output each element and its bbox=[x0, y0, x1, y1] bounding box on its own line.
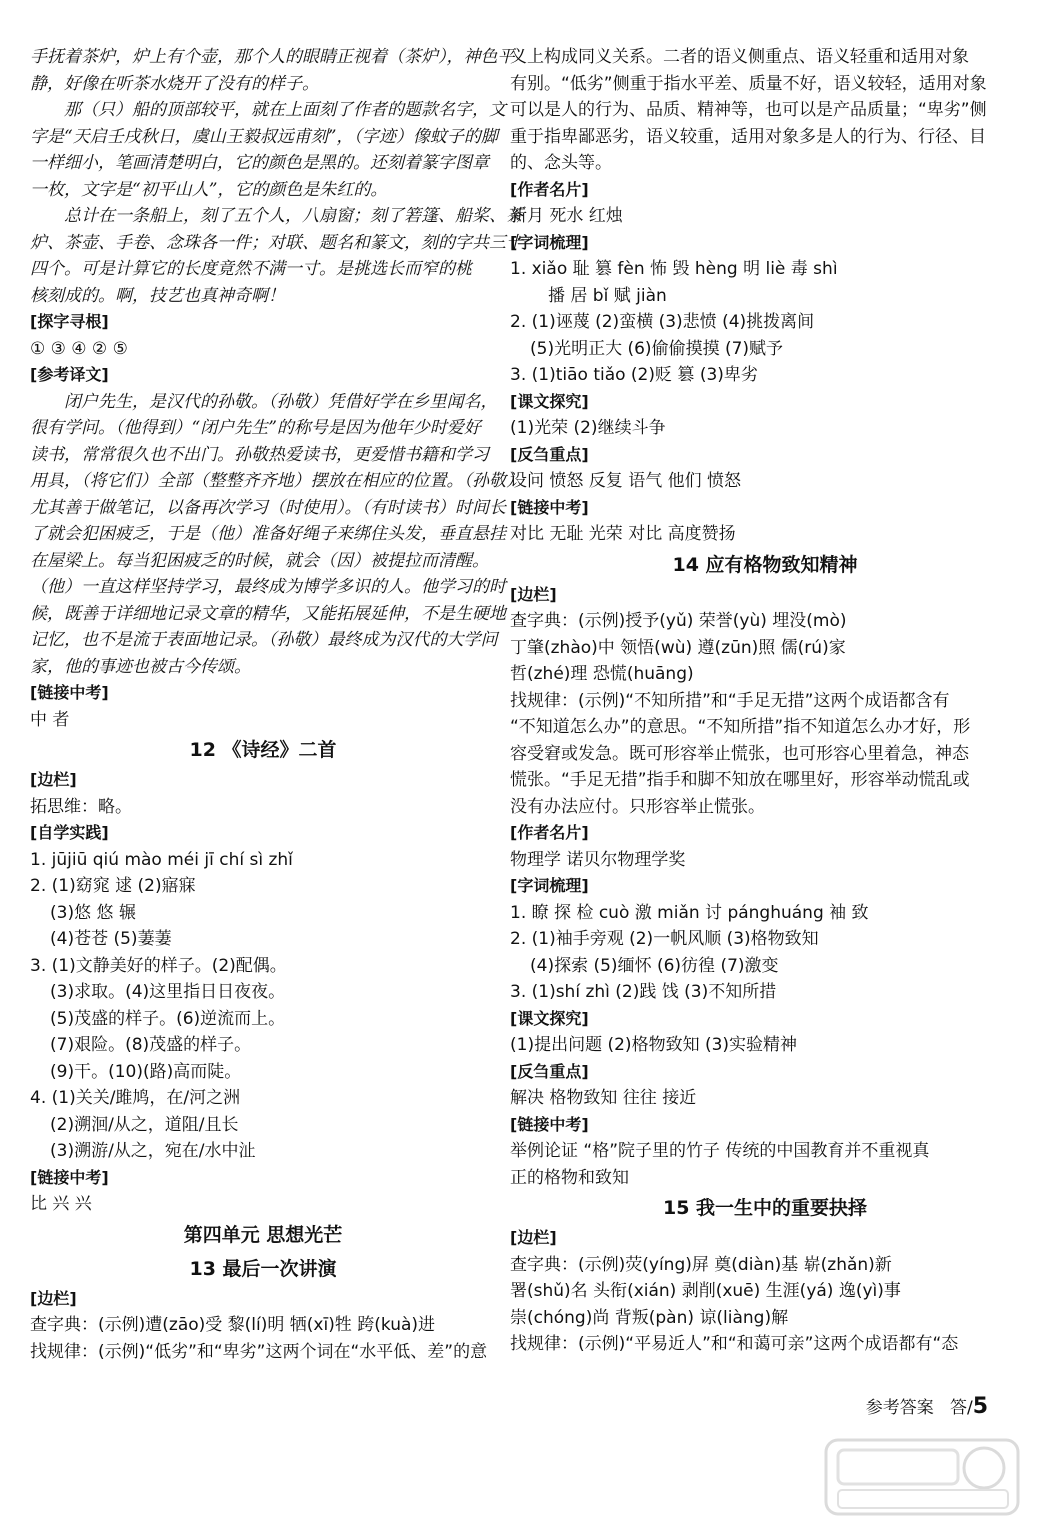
left-text-line: 1. jūjiū qiú mào méi jī chí sì zhǐ bbox=[30, 849, 293, 870]
right-text-line: (1)光荣 (2)继续斗争 bbox=[510, 418, 666, 438]
right-text-line: 解决 格物致知 往往 接近 bbox=[510, 1088, 697, 1108]
left-text-line: (7)艰险。(8)茂盛的样子。 bbox=[50, 1035, 252, 1055]
left-text-line: 一枚，文字是“初平山人”，它的颜色是朱红的。 bbox=[30, 179, 388, 200]
left-text-line: 比 兴 兴 bbox=[30, 1194, 92, 1214]
footer-label: 参考答案 bbox=[865, 1398, 934, 1418]
right-text-line: 正的格物和致知 bbox=[510, 1167, 629, 1188]
left-section-tag: [链接中考] bbox=[30, 1167, 109, 1187]
right-lesson-title: 15 我一生中的重要抉择 bbox=[662, 1197, 868, 1219]
left-text-line: 查字典：(示例)遭(zāo)受 黎(lí)明 牺(xī)牲 跨(kuà)进 bbox=[30, 1315, 436, 1335]
left-text-line: 四个。可是计算它的长度竟然不满一寸。是挑选长而窄的桃 bbox=[30, 259, 472, 279]
right-text-line: 没有办法应付。只形容举止慌张。 bbox=[510, 796, 765, 817]
left-text-line: 3. (1)文静美好的样子。(2)配偶。 bbox=[30, 955, 287, 976]
right-text-line: 署(shǔ)名 头衔(xián) 剥削(xuē) 生涯(yá) 逸(yì)事 bbox=[510, 1281, 901, 1301]
left-text-line: 家，他的事迹也被古今传颂。 bbox=[30, 656, 251, 677]
right-text-line: 丁肇(zhào)中 领悟(wù) 遵(zūn)照 儒(rú)家 bbox=[510, 637, 846, 658]
right-text-line: 查字典：(示例)授予(yǔ) 荣誉(yù) 埋没(mò) bbox=[510, 611, 847, 631]
left-text-line: 核刻成的。啊，技艺也真神奇啊！ bbox=[30, 285, 285, 306]
right-text-line: 有别。“低劣”侧重于指水平差、质量不好，语义较轻，适用对象 bbox=[510, 73, 987, 94]
right-text-line: 义上构成同义关系。二者的语义侧重点、语义轻重和适用对象 bbox=[510, 47, 969, 67]
right-text-line: 对比 无耻 光荣 对比 高度赞扬 bbox=[510, 524, 736, 544]
page-footer bbox=[866, 1393, 988, 1419]
right-section-tag: [课文探究] bbox=[510, 1008, 589, 1028]
left-text-line: (9)干。(10)(路)高而陡。 bbox=[50, 1061, 242, 1082]
left-lesson-title: 第四单元 思想光芒 bbox=[183, 1223, 343, 1246]
left-text-line: (4)苍苍 (5)萋萋 bbox=[50, 929, 172, 949]
right-text-line: 找规律：(示例)“不知所措”和“手足无措”这两个成语都含有 bbox=[510, 690, 950, 711]
left-text-line: 找规律：(示例)“低劣”和“卑劣”这两个词在“水平低、差”的意 bbox=[30, 1341, 488, 1362]
right-text-line: 举例论证 “格”院子里的竹子 传统的中国教育并不重视真 bbox=[510, 1141, 930, 1161]
left-text-line: (3)悠 悠 辗 bbox=[50, 902, 136, 923]
right-text-line: 崇(chóng)尚 背叛(pàn) 谅(liàng)解 bbox=[510, 1307, 789, 1328]
right-text-line: 哲(zhé)理 恐慌(huāng) bbox=[510, 664, 694, 684]
right-section-tag: [作者名片] bbox=[510, 823, 589, 842]
left-text-line: (5)茂盛的样子。(6)逆流而上。 bbox=[50, 1008, 286, 1029]
right-section-tag: [字词梳理] bbox=[510, 232, 589, 252]
right-section-tag: [字词梳理] bbox=[510, 876, 589, 895]
left-lesson-title: 13 最后一次讲演 bbox=[189, 1257, 337, 1280]
left-text-line: 4. (1)关关/雎鸠，在/河之洲 bbox=[30, 1088, 241, 1108]
left-section-tag: [探字寻根] bbox=[30, 312, 109, 331]
right-text-line: 的、念头等。 bbox=[510, 153, 612, 173]
right-text-line: (1)提出问题 (2)格物致知 (3)实验精神 bbox=[510, 1035, 798, 1055]
right-section-tag: [边栏] bbox=[510, 1228, 557, 1247]
right-text-line: 重于指卑鄙恶劣，语义较重，适用对象多是人的行为、行径、目 bbox=[510, 126, 986, 147]
left-text-line: 一样细小，笔画清楚明白，它的颜色是黑的。还刻着篆字图章 bbox=[30, 153, 489, 173]
left-text-line: 静，好像在听茶水烧开了没有的样子。 bbox=[30, 73, 319, 94]
right-column bbox=[510, 44, 1020, 1358]
right-text-line: 播 居 bǐ 赋 jiàn bbox=[548, 285, 667, 306]
right-section-tag: [链接中考] bbox=[510, 1114, 589, 1134]
left-text-line: 很有学问。（他得到）“闭户先生”的称号是因为他年少时爱好 bbox=[30, 418, 481, 438]
right-text-line: 1. xiǎo 耻 篡 fèn 怖 毁 hèng 明 liè 毒 shì bbox=[510, 259, 838, 279]
right-text-line: 物理学 诺贝尔物理学奖 bbox=[510, 849, 686, 870]
right-text-line: “不知道怎么办”的意思。“不知所措”指不知道怎么办才好，形 bbox=[510, 717, 971, 737]
left-section-tag: [边栏] bbox=[30, 770, 77, 789]
right-text-line: 2. (1)袖手旁观 (2)一帆风顺 (3)格物致知 bbox=[510, 929, 819, 949]
left-text-line: (3)溯游/从之，宛在/水中沚 bbox=[50, 1141, 256, 1161]
left-section-tag: [参考译文] bbox=[30, 365, 109, 384]
right-text-line: 设问 愤怒 反复 语气 他们 愤怒 bbox=[510, 471, 742, 491]
right-text-line: (4)探索 (5)缅怀 (6)彷徨 (7)激变 bbox=[530, 955, 779, 976]
right-lesson-title: 14 应有格物致知精神 bbox=[672, 553, 858, 576]
right-text-line: 查字典：(示例)荧(yíng)屏 奠(diàn)基 崭(zhǎn)新 bbox=[510, 1254, 892, 1275]
left-text-line: 闭户先生，是汉代的孙敬。（孙敬）凭借好学在乡里闻名， bbox=[64, 391, 498, 412]
left-text-line: 炉、茶壶、手卷、念珠各一件；对联、题名和篆文，刻的字共三十 bbox=[30, 232, 523, 253]
left-text-line: 记忆，也不是流于表面地记录。（孙敬）最终成为汉代的大学问 bbox=[30, 630, 498, 650]
left-text-line: ① ③ ④ ② ⑤ bbox=[30, 338, 128, 359]
left-text-line: 在屋梁上。每当犯困疲乏的时候，就会（因）被提拉而清醒。 bbox=[30, 550, 489, 571]
right-text-line: 2. (1)诬蔑 (2)蛮横 (3)悲愤 (4)挑拨离间 bbox=[510, 312, 815, 332]
right-section-tag: [课文探究] bbox=[510, 391, 589, 411]
left-text-line: 那（只）船的顶部较平，就在上面刻了作者的题款名字，文 bbox=[64, 100, 506, 120]
left-lesson-title: 12 《诗经》二首 bbox=[189, 739, 337, 761]
left-text-line: 手抚着茶炉，炉上有个壶，那个人的眼睛正视着（茶炉），神色平 bbox=[30, 47, 515, 67]
left-text-line: 尤其善于做笔记，以备再次学习（时使用）。（有时读书）时间长 bbox=[30, 497, 506, 518]
left-column bbox=[30, 44, 523, 1365]
right-text-line: 可以是人的行为、品质、精神等，也可以是产品质量；“卑劣”侧 bbox=[510, 100, 987, 120]
right-text-line: 新月 死水 红烛 bbox=[510, 206, 623, 226]
footer-prefix: 答/ bbox=[949, 1398, 973, 1418]
left-text-line: (2)溯洄/从之，道阻/且长 bbox=[50, 1114, 239, 1135]
page-number: 5 bbox=[972, 1394, 988, 1419]
left-text-line: (3)求取。(4)这里指日日夜夜。 bbox=[50, 982, 286, 1002]
left-text-line: 总计在一条船上，刻了五个人，八扇窗；刻了箬篷、船桨、茶 bbox=[64, 206, 523, 226]
right-text-line: 3. (1)tiāo tiǎo (2)贬 篡 (3)卑劣 bbox=[510, 365, 758, 385]
left-text-line: 读书，常常很久也不出门。孙敬热爱读书，更爱惜书籍和学习 bbox=[30, 444, 489, 465]
right-text-line: 容受窘或发急。既可形容举止慌张，也可形容心里着急，神态 bbox=[510, 743, 969, 764]
right-section-tag: [链接中考] bbox=[510, 497, 589, 517]
right-text-line: 找规律：(示例)“平易近人”和“和蔼可亲”这两个成语都有“态 bbox=[510, 1334, 959, 1354]
left-text-line: 候，既善于详细地记录文章的精华，又能拓展延伸，不是生硬地 bbox=[30, 603, 506, 624]
right-text-line: (5)光明正大 (6)偷偷摸摸 (7)赋予 bbox=[530, 338, 784, 359]
left-text-line: 拓思维：略。 bbox=[30, 796, 132, 817]
left-text-line: 2. (1)窈窕 逑 (2)寤寐 bbox=[30, 876, 196, 896]
left-section-tag: [链接中考] bbox=[30, 683, 109, 702]
right-section-tag: [边栏] bbox=[510, 584, 557, 604]
right-section-tag: [反刍重点] bbox=[510, 1061, 589, 1081]
right-section-tag: [反刍重点] bbox=[510, 444, 589, 464]
left-section-tag: [边栏] bbox=[30, 1288, 77, 1308]
right-text-line: 1. 瞭 探 检 cuò 激 miǎn 讨 pánghuáng 袖 致 bbox=[510, 902, 869, 923]
left-section-tag: [自学实践] bbox=[30, 823, 109, 842]
left-text-line: （他）一直这样坚持学习，最终成为博学多识的人。他学习的时 bbox=[30, 577, 506, 597]
left-text-line: 用具，（将它们）全部（整整齐齐地）摆放在相应的位置。（孙敬） bbox=[30, 471, 523, 491]
right-text-line: 3. (1)shí zhì (2)践 饯 (3)不知所措 bbox=[510, 982, 777, 1002]
left-text-line: 中 者 bbox=[30, 709, 70, 730]
right-section-tag: [作者名片] bbox=[510, 179, 589, 199]
left-text-line: 字是“天启壬戌秋日，虞山王毅叔远甫刻”，（字迹）像蚊子的脚 bbox=[30, 126, 498, 147]
watermark-logo bbox=[824, 1438, 1020, 1516]
right-text-line: 慌张。“手足无措”指手和脚不知放在哪里好，形容举动慌乱或 bbox=[510, 770, 970, 790]
left-text-line: 了就会犯困疲乏，于是（他）准备好绳子来绑住头发，垂直悬挂 bbox=[30, 524, 506, 544]
